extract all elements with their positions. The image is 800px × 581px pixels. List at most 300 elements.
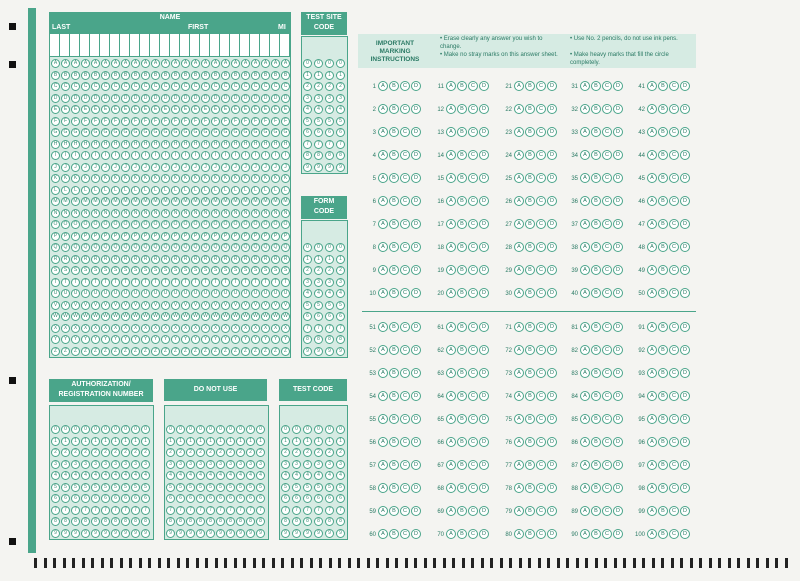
name-bubble[interactable]: V — [61, 301, 70, 310]
answer-bubble[interactable]: B — [591, 173, 601, 183]
authorization-bubble[interactable]: 8 — [81, 517, 90, 526]
name-bubble[interactable]: L — [251, 186, 260, 195]
do-not-use-bubble[interactable]: 4 — [196, 471, 205, 480]
name-bubble[interactable]: O — [61, 220, 70, 229]
answer-bubble[interactable]: B — [389, 414, 399, 424]
name-bubble[interactable]: A — [251, 59, 260, 68]
authorization-bubble[interactable]: 2 — [121, 448, 130, 457]
answer-bubble[interactable]: A — [378, 150, 388, 160]
answer-bubble[interactable]: D — [680, 265, 690, 275]
answer-bubble[interactable]: A — [378, 242, 388, 252]
form-code-bubble[interactable]: 1 — [303, 255, 312, 264]
name-bubble[interactable]: M — [181, 197, 190, 206]
do-not-use-bubble[interactable]: 4 — [186, 471, 195, 480]
do-not-use-bubble[interactable]: 8 — [236, 517, 245, 526]
answer-bubble[interactable]: A — [580, 322, 590, 332]
answer-bubble[interactable]: C — [536, 483, 546, 493]
answer-bubble[interactable]: B — [591, 196, 601, 206]
do-not-use-bubble[interactable]: 7 — [196, 506, 205, 515]
do-not-use-bubble[interactable]: 9 — [206, 529, 215, 538]
name-bubble[interactable]: Y — [111, 335, 120, 344]
test-code-bubble[interactable]: 1 — [292, 437, 301, 446]
answer-bubble[interactable]: D — [479, 529, 489, 539]
answer-bubble[interactable]: C — [602, 391, 612, 401]
name-bubble[interactable]: A — [271, 59, 280, 68]
test-code-bubble[interactable]: 6 — [336, 494, 345, 503]
authorization-bubble[interactable]: 1 — [91, 437, 100, 446]
name-bubble[interactable]: Z — [261, 347, 270, 356]
do-not-use-bubble[interactable]: 6 — [226, 494, 235, 503]
do-not-use-bubble[interactable]: 3 — [216, 460, 225, 469]
name-bubble[interactable]: A — [181, 59, 190, 68]
answer-bubble[interactable]: D — [680, 196, 690, 206]
answer-bubble[interactable]: A — [647, 150, 657, 160]
name-bubble[interactable]: I — [251, 151, 260, 160]
name-bubble[interactable]: H — [71, 140, 80, 149]
name-bubble[interactable]: Z — [71, 347, 80, 356]
name-bubble[interactable]: S — [121, 266, 130, 275]
name-bubble[interactable]: R — [241, 255, 250, 264]
test-site-bubble[interactable]: 5 — [336, 117, 345, 126]
form-code-bubble[interactable]: 8 — [314, 335, 323, 344]
form-code-bubble[interactable]: 2 — [303, 266, 312, 275]
answer-bubble[interactable]: D — [680, 414, 690, 424]
name-bubble[interactable]: S — [231, 266, 240, 275]
do-not-use-bubble[interactable]: 7 — [256, 506, 265, 515]
answer-bubble[interactable]: C — [536, 322, 546, 332]
answer-bubble[interactable]: C — [536, 150, 546, 160]
name-bubble[interactable]: U — [131, 289, 140, 298]
answer-bubble[interactable]: A — [378, 265, 388, 275]
name-bubble[interactable]: P — [271, 232, 280, 241]
answer-bubble[interactable]: B — [389, 242, 399, 252]
name-bubble[interactable]: N — [251, 209, 260, 218]
name-bubble[interactable]: V — [191, 301, 200, 310]
answer-bubble[interactable]: A — [378, 414, 388, 424]
do-not-use-bubble[interactable]: 1 — [216, 437, 225, 446]
name-bubble[interactable]: K — [161, 174, 170, 183]
answer-bubble[interactable]: C — [536, 242, 546, 252]
answer-bubble[interactable]: A — [647, 127, 657, 137]
name-bubble[interactable]: G — [241, 128, 250, 137]
name-bubble[interactable]: L — [201, 186, 210, 195]
answer-bubble[interactable]: D — [411, 506, 421, 516]
answer-bubble[interactable]: A — [647, 173, 657, 183]
answer-bubble[interactable]: B — [525, 368, 535, 378]
name-bubble[interactable]: R — [71, 255, 80, 264]
name-bubble[interactable]: P — [121, 232, 130, 241]
name-bubble[interactable]: N — [71, 209, 80, 218]
answer-bubble[interactable]: B — [658, 81, 668, 91]
answer-bubble[interactable]: B — [658, 173, 668, 183]
answer-bubble[interactable]: A — [446, 345, 456, 355]
form-code-bubble[interactable]: 5 — [336, 301, 345, 310]
authorization-bubble[interactable]: 8 — [61, 517, 70, 526]
name-bubble[interactable]: J — [181, 163, 190, 172]
name-bubble[interactable]: W — [241, 312, 250, 321]
name-bubble[interactable]: E — [261, 105, 270, 114]
name-bubble[interactable]: N — [221, 209, 230, 218]
do-not-use-bubble[interactable]: 3 — [236, 460, 245, 469]
name-bubble[interactable]: N — [271, 209, 280, 218]
answer-bubble[interactable]: B — [525, 483, 535, 493]
answer-bubble[interactable]: C — [602, 150, 612, 160]
authorization-bubble[interactable]: 4 — [121, 471, 130, 480]
answer-bubble[interactable]: B — [389, 322, 399, 332]
name-bubble[interactable]: J — [211, 163, 220, 172]
do-not-use-bubble[interactable]: 6 — [186, 494, 195, 503]
name-bubble[interactable]: H — [261, 140, 270, 149]
name-bubble[interactable]: M — [171, 197, 180, 206]
answer-bubble[interactable]: C — [400, 81, 410, 91]
name-bubble[interactable]: O — [281, 220, 290, 229]
answer-bubble[interactable]: B — [389, 265, 399, 275]
answer-bubble[interactable]: B — [525, 414, 535, 424]
name-bubble[interactable]: G — [251, 128, 260, 137]
test-code-bubble[interactable]: 7 — [281, 506, 290, 515]
name-bubble[interactable]: K — [201, 174, 210, 183]
authorization-bubble[interactable]: 4 — [141, 471, 150, 480]
answer-bubble[interactable]: C — [536, 460, 546, 470]
name-bubble[interactable]: Y — [101, 335, 110, 344]
name-bubble[interactable]: Y — [271, 335, 280, 344]
name-bubble[interactable]: F — [101, 117, 110, 126]
answer-bubble[interactable]: A — [580, 104, 590, 114]
authorization-bubble[interactable]: 3 — [111, 460, 120, 469]
answer-bubble[interactable]: D — [411, 104, 421, 114]
test-site-bubble[interactable]: 4 — [336, 105, 345, 114]
do-not-use-bubble[interactable]: 0 — [166, 425, 175, 434]
answer-bubble[interactable]: A — [378, 81, 388, 91]
name-bubble[interactable]: M — [101, 197, 110, 206]
answer-bubble[interactable]: D — [547, 81, 557, 91]
authorization-bubble[interactable]: 6 — [91, 494, 100, 503]
answer-bubble[interactable]: A — [647, 391, 657, 401]
do-not-use-bubble[interactable]: 1 — [206, 437, 215, 446]
name-bubble[interactable]: N — [101, 209, 110, 218]
name-bubble[interactable]: W — [61, 312, 70, 321]
name-bubble[interactable]: K — [91, 174, 100, 183]
name-bubble[interactable]: P — [81, 232, 90, 241]
name-bubble[interactable]: B — [221, 71, 230, 80]
name-bubble[interactable]: M — [51, 197, 60, 206]
name-bubble[interactable]: V — [141, 301, 150, 310]
answer-bubble[interactable]: C — [468, 81, 478, 91]
test-code-bubble[interactable]: 9 — [303, 529, 312, 538]
name-bubble[interactable]: Q — [61, 243, 70, 252]
name-bubble[interactable]: W — [71, 312, 80, 321]
name-bubble[interactable]: X — [81, 324, 90, 333]
answer-bubble[interactable]: D — [479, 196, 489, 206]
answer-bubble[interactable]: D — [613, 483, 623, 493]
name-bubble[interactable]: K — [61, 174, 70, 183]
name-bubble[interactable]: W — [131, 312, 140, 321]
name-bubble[interactable]: D — [171, 94, 180, 103]
name-bubble[interactable]: B — [181, 71, 190, 80]
name-bubble[interactable]: G — [181, 128, 190, 137]
answer-bubble[interactable]: C — [400, 265, 410, 275]
name-bubble[interactable]: W — [281, 312, 290, 321]
name-bubble[interactable]: Q — [281, 243, 290, 252]
test-code-bubble[interactable]: 6 — [292, 494, 301, 503]
do-not-use-bubble[interactable]: 7 — [216, 506, 225, 515]
answer-bubble[interactable]: A — [647, 322, 657, 332]
name-bubble[interactable]: J — [51, 163, 60, 172]
answer-bubble[interactable]: A — [378, 219, 388, 229]
name-bubble[interactable]: F — [91, 117, 100, 126]
name-bubble[interactable]: O — [141, 220, 150, 229]
name-bubble[interactable]: I — [51, 151, 60, 160]
form-code-bubble[interactable]: 4 — [336, 289, 345, 298]
answer-bubble[interactable]: C — [400, 288, 410, 298]
authorization-bubble[interactable]: 0 — [131, 425, 140, 434]
name-bubble[interactable]: V — [151, 301, 160, 310]
name-bubble[interactable]: H — [111, 140, 120, 149]
name-bubble[interactable]: U — [241, 289, 250, 298]
name-bubble[interactable]: C — [81, 82, 90, 91]
name-bubble[interactable]: E — [201, 105, 210, 114]
name-bubble[interactable]: F — [221, 117, 230, 126]
name-bubble[interactable]: N — [231, 209, 240, 218]
name-bubble[interactable]: U — [221, 289, 230, 298]
test-code-bubble[interactable]: 1 — [281, 437, 290, 446]
name-bubble[interactable]: A — [161, 59, 170, 68]
name-bubble[interactable]: C — [261, 82, 270, 91]
name-bubble[interactable]: K — [221, 174, 230, 183]
name-bubble[interactable]: T — [121, 278, 130, 287]
name-bubble[interactable]: K — [151, 174, 160, 183]
test-site-bubble[interactable]: 8 — [336, 151, 345, 160]
answer-bubble[interactable]: C — [669, 437, 679, 447]
answer-bubble[interactable]: B — [591, 242, 601, 252]
name-bubble[interactable]: U — [171, 289, 180, 298]
name-bubble[interactable]: N — [131, 209, 140, 218]
answer-bubble[interactable]: D — [680, 150, 690, 160]
name-bubble[interactable]: O — [171, 220, 180, 229]
do-not-use-bubble[interactable]: 8 — [196, 517, 205, 526]
answer-bubble[interactable]: B — [591, 506, 601, 516]
answer-bubble[interactable]: C — [468, 219, 478, 229]
answer-bubble[interactable]: D — [680, 483, 690, 493]
answer-bubble[interactable]: A — [446, 196, 456, 206]
name-bubble[interactable]: J — [61, 163, 70, 172]
name-bubble[interactable]: C — [71, 82, 80, 91]
do-not-use-bubble[interactable]: 4 — [256, 471, 265, 480]
answer-bubble[interactable]: D — [479, 104, 489, 114]
authorization-bubble[interactable]: 1 — [61, 437, 70, 446]
name-bubble[interactable]: X — [201, 324, 210, 333]
name-bubble[interactable]: F — [121, 117, 130, 126]
name-bubble[interactable]: Q — [191, 243, 200, 252]
name-bubble[interactable]: I — [161, 151, 170, 160]
name-bubble[interactable]: H — [191, 140, 200, 149]
name-bubble[interactable]: H — [251, 140, 260, 149]
answer-bubble[interactable]: B — [591, 368, 601, 378]
name-bubble[interactable]: M — [191, 197, 200, 206]
name-bubble[interactable]: I — [121, 151, 130, 160]
answer-bubble[interactable]: A — [446, 483, 456, 493]
do-not-use-bubble[interactable]: 5 — [256, 483, 265, 492]
answer-bubble[interactable]: B — [591, 322, 601, 332]
authorization-bubble[interactable]: 3 — [51, 460, 60, 469]
authorization-bubble[interactable]: 7 — [121, 506, 130, 515]
name-bubble[interactable]: Q — [101, 243, 110, 252]
name-bubble[interactable]: W — [191, 312, 200, 321]
name-bubble[interactable]: H — [61, 140, 70, 149]
answer-bubble[interactable]: C — [536, 345, 546, 355]
answer-bubble[interactable]: B — [658, 104, 668, 114]
answer-bubble[interactable]: C — [468, 368, 478, 378]
do-not-use-bubble[interactable]: 6 — [216, 494, 225, 503]
test-site-bubble[interactable]: 8 — [314, 151, 323, 160]
name-bubble[interactable]: N — [241, 209, 250, 218]
name-bubble[interactable]: B — [61, 71, 70, 80]
name-bubble[interactable]: P — [231, 232, 240, 241]
test-code-bubble[interactable]: 8 — [314, 517, 323, 526]
name-write-boxes[interactable] — [49, 33, 291, 57]
do-not-use-bubble[interactable]: 1 — [226, 437, 235, 446]
name-bubble[interactable]: L — [91, 186, 100, 195]
name-bubble[interactable]: O — [261, 220, 270, 229]
name-bubble[interactable]: Y — [71, 335, 80, 344]
do-not-use-bubble[interactable]: 6 — [236, 494, 245, 503]
answer-bubble[interactable]: D — [411, 529, 421, 539]
name-bubble[interactable]: R — [131, 255, 140, 264]
name-bubble[interactable]: I — [181, 151, 190, 160]
name-bubble[interactable]: L — [51, 186, 60, 195]
name-bubble[interactable]: V — [121, 301, 130, 310]
answer-bubble[interactable]: D — [547, 391, 557, 401]
name-bubble[interactable]: O — [81, 220, 90, 229]
authorization-bubble[interactable]: 9 — [91, 529, 100, 538]
authorization-bubble[interactable]: 5 — [91, 483, 100, 492]
authorization-bubble[interactable]: 0 — [141, 425, 150, 434]
name-bubble[interactable]: K — [281, 174, 290, 183]
name-bubble[interactable]: B — [141, 71, 150, 80]
name-bubble[interactable]: P — [91, 232, 100, 241]
name-bubble[interactable]: T — [111, 278, 120, 287]
name-bubble[interactable]: G — [121, 128, 130, 137]
authorization-bubble[interactable]: 2 — [61, 448, 70, 457]
name-bubble[interactable]: K — [81, 174, 90, 183]
name-bubble[interactable]: B — [201, 71, 210, 80]
answer-bubble[interactable]: D — [613, 242, 623, 252]
name-bubble[interactable]: W — [161, 312, 170, 321]
authorization-bubble[interactable]: 6 — [71, 494, 80, 503]
do-not-use-bubble[interactable]: 1 — [256, 437, 265, 446]
name-bubble[interactable]: C — [121, 82, 130, 91]
name-bubble[interactable]: L — [81, 186, 90, 195]
test-site-bubble[interactable]: 2 — [325, 82, 334, 91]
answer-bubble[interactable]: B — [658, 345, 668, 355]
name-bubble[interactable]: H — [241, 140, 250, 149]
test-code-bubble[interactable]: 5 — [281, 483, 290, 492]
answer-bubble[interactable]: D — [680, 529, 690, 539]
test-code-bubble[interactable]: 8 — [303, 517, 312, 526]
name-bubble[interactable]: G — [261, 128, 270, 137]
answer-bubble[interactable]: C — [400, 219, 410, 229]
answer-bubble[interactable]: C — [602, 219, 612, 229]
name-bubble[interactable]: A — [131, 59, 140, 68]
answer-bubble[interactable]: A — [514, 460, 524, 470]
answer-bubble[interactable]: B — [658, 196, 668, 206]
authorization-bubble[interactable]: 0 — [71, 425, 80, 434]
answer-bubble[interactable]: D — [613, 81, 623, 91]
answer-bubble[interactable]: C — [468, 242, 478, 252]
form-code-bubble[interactable]: 9 — [314, 347, 323, 356]
name-bubble[interactable]: W — [251, 312, 260, 321]
name-bubble[interactable]: H — [271, 140, 280, 149]
answer-bubble[interactable]: C — [468, 460, 478, 470]
name-bubble[interactable]: Q — [221, 243, 230, 252]
name-bubble[interactable]: K — [211, 174, 220, 183]
test-site-bubble[interactable]: 2 — [336, 82, 345, 91]
authorization-bubble[interactable]: 3 — [141, 460, 150, 469]
name-bubble[interactable]: S — [61, 266, 70, 275]
answer-bubble[interactable]: B — [591, 414, 601, 424]
name-bubble[interactable]: J — [191, 163, 200, 172]
authorization-bubble[interactable]: 2 — [91, 448, 100, 457]
authorization-bubble[interactable]: 5 — [111, 483, 120, 492]
name-bubble[interactable]: I — [91, 151, 100, 160]
name-bubble[interactable]: Q — [211, 243, 220, 252]
name-bubble[interactable]: M — [161, 197, 170, 206]
name-bubble[interactable]: Y — [281, 335, 290, 344]
form-code-bubble[interactable]: 7 — [325, 324, 334, 333]
authorization-bubble[interactable]: 3 — [101, 460, 110, 469]
name-bubble[interactable]: U — [231, 289, 240, 298]
name-bubble[interactable]: C — [281, 82, 290, 91]
do-not-use-bubble[interactable]: 4 — [236, 471, 245, 480]
name-bubble[interactable]: B — [81, 71, 90, 80]
test-code-bubble[interactable]: 3 — [325, 460, 334, 469]
name-bubble[interactable]: R — [201, 255, 210, 264]
answer-bubble[interactable]: A — [446, 242, 456, 252]
name-bubble[interactable]: F — [171, 117, 180, 126]
name-bubble[interactable]: I — [211, 151, 220, 160]
answer-bubble[interactable]: A — [514, 414, 524, 424]
test-code-bubble[interactable]: 5 — [292, 483, 301, 492]
answer-bubble[interactable]: D — [613, 460, 623, 470]
name-bubble[interactable]: L — [261, 186, 270, 195]
answer-bubble[interactable]: A — [514, 391, 524, 401]
authorization-bubble[interactable]: 6 — [81, 494, 90, 503]
test-site-bubble[interactable]: 5 — [314, 117, 323, 126]
name-bubble[interactable]: V — [171, 301, 180, 310]
name-bubble[interactable]: D — [261, 94, 270, 103]
test-site-bubble[interactable]: 4 — [325, 105, 334, 114]
authorization-bubble[interactable]: 5 — [101, 483, 110, 492]
answer-bubble[interactable]: B — [591, 150, 601, 160]
name-bubble[interactable]: R — [111, 255, 120, 264]
answer-bubble[interactable]: B — [389, 219, 399, 229]
name-bubble[interactable]: I — [131, 151, 140, 160]
answer-bubble[interactable]: D — [479, 391, 489, 401]
answer-bubble[interactable]: D — [547, 265, 557, 275]
test-code-bubble[interactable]: 8 — [325, 517, 334, 526]
name-bubble[interactable]: R — [261, 255, 270, 264]
answer-bubble[interactable]: D — [479, 414, 489, 424]
name-bubble[interactable]: R — [81, 255, 90, 264]
name-bubble[interactable]: Q — [111, 243, 120, 252]
name-bubble[interactable]: A — [101, 59, 110, 68]
answer-bubble[interactable]: C — [400, 196, 410, 206]
name-bubble[interactable]: Z — [211, 347, 220, 356]
name-bubble[interactable]: E — [91, 105, 100, 114]
name-bubble[interactable]: M — [231, 197, 240, 206]
name-bubble[interactable]: P — [191, 232, 200, 241]
name-bubble[interactable]: C — [181, 82, 190, 91]
